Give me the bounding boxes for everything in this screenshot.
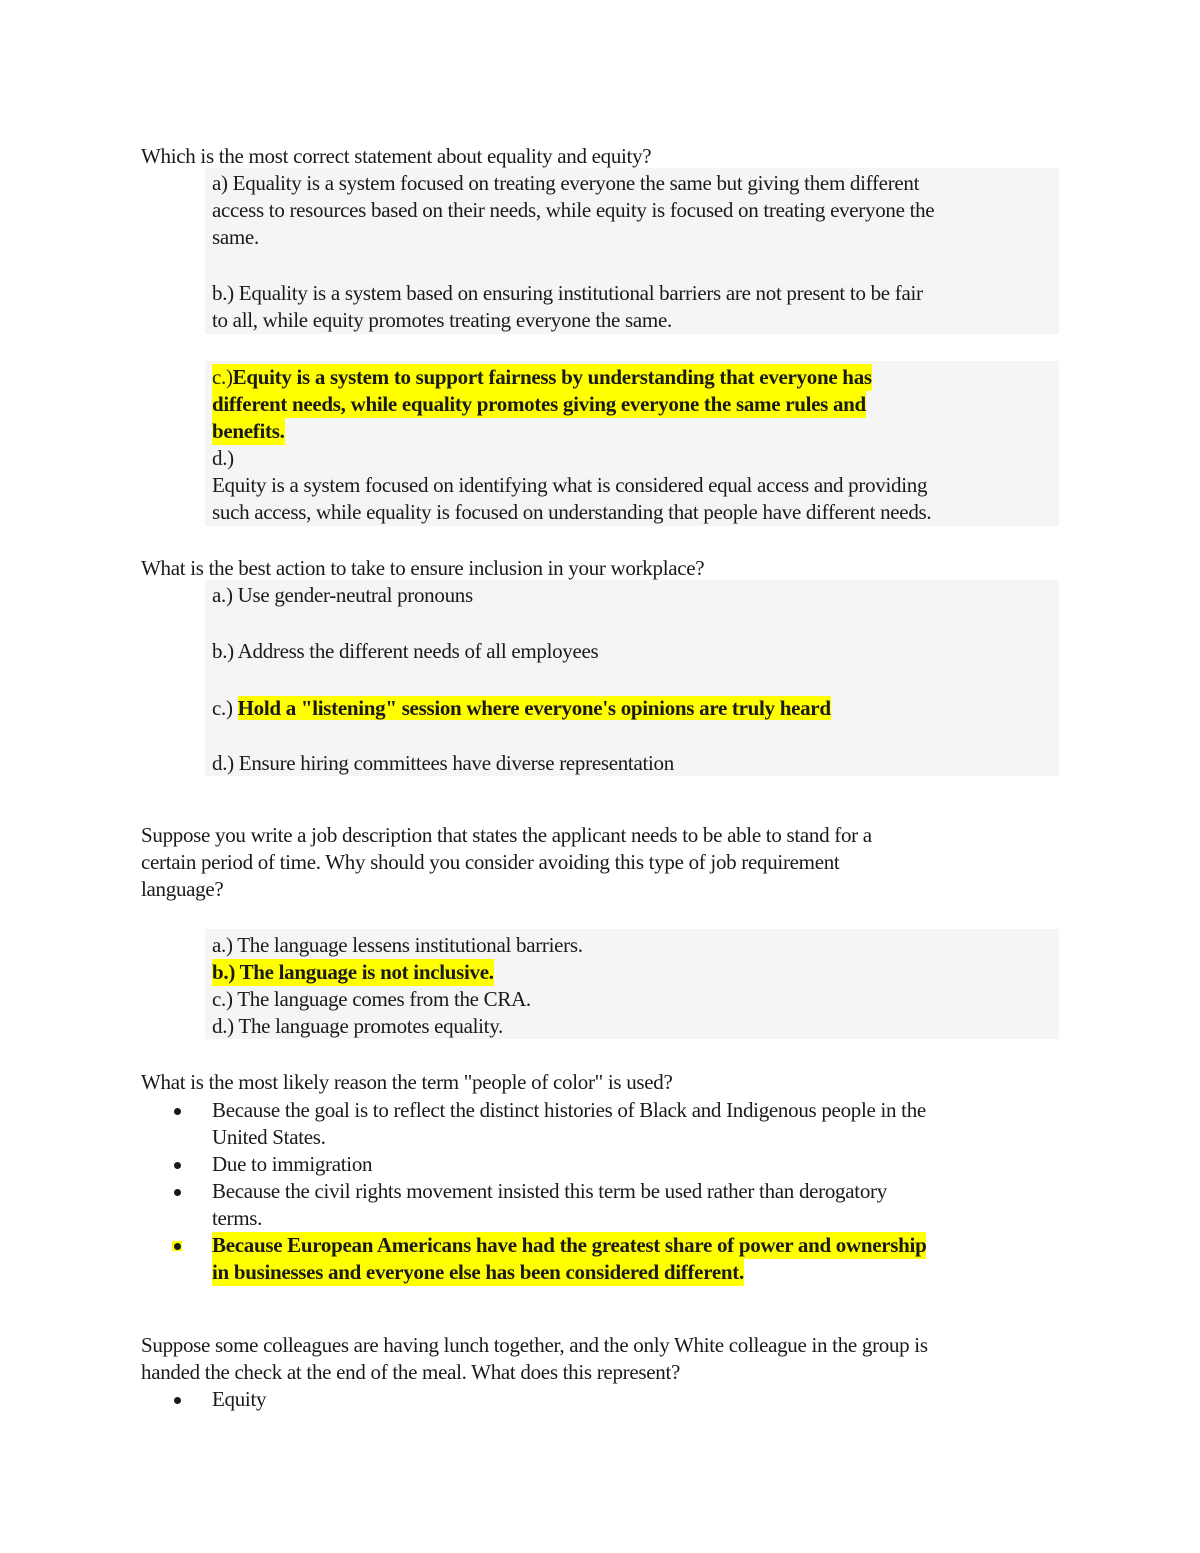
q4-option-4-line2: in businesses and everyone else has been considered different. [212,1260,744,1284]
q1-option-b-line2: to all, while equity promotes treating everyone the same. [212,308,672,332]
q3-option-d: d.) The language promotes equality. [212,1014,503,1038]
q1-option-d-line2: such access, while equality is focused on understanding that people have different needs. [212,500,932,524]
q1-option-c-prefix: c.) [212,365,233,389]
q1-option-c-text: Equity is a system to support fairness by understanding that everyone has [232,365,872,389]
question-5-line2: handed the check at the end of the meal. What does this represent? [141,1360,681,1384]
q1-option-a-line3: same. [212,225,259,249]
q4-option-4-line1: Because European Americans have had the greatest share of power and ownership [212,1233,927,1257]
q1-option-c-line3: benefits. [212,419,285,443]
q1-option-b-line1: b.) Equality is a system based on ensuring institutional barriers are not present to be fair [212,281,923,305]
question-3-line1: Suppose you write a job description that states the applicant needs to be able to stand for a [141,823,872,847]
q4-option-1-line1: Because the goal is to reflect the distinct histories of Black and Indigenous people in the [212,1098,926,1122]
question-2: What is the best action to take to ensure inclusion in your workplace? [141,556,705,580]
question-3-line2: certain period of time. Why should you consider avoiding this type of job requirement [141,850,840,874]
q4-option-3-line1: Because the civil rights movement insisted this term be used rather than derogatory [212,1179,887,1203]
q2-option-b: b.) Address the different needs of all employees [212,639,599,663]
q1-option-a-line2: access to resources based on their needs, while equity is focused on treating everyone the [212,198,935,222]
q3-option-b: b.) The language is not inclusive. [212,960,494,984]
q1-option-c-line1 [212,364,872,391]
q2-option-c-prefix: c.) [212,696,233,720]
bullet-icon [172,1106,182,1116]
q4-option-1-line2: United States. [212,1125,326,1149]
question-4: What is the most likely reason the term "people of color" is used? [141,1070,673,1094]
q2-option-c-text: Hold a "listening" session where everyone's opinions are truly heard [237,696,831,720]
bullet-icon [172,1160,182,1170]
question-1: Which is the most correct statement about equality and equity? [141,144,652,168]
q2-option-d: d.) Ensure hiring committees have diverse representation [212,751,674,775]
bullet-icon [172,1241,182,1251]
q1-option-d-label: d.) [212,446,234,470]
q2-options-box [205,580,1059,776]
question-3-line3: language? [141,877,224,901]
q1-option-d-line1: Equity is a system focused on identifying what is considered equal access and providing [212,473,928,497]
question-5-line1: Suppose some colleagues are having lunch together, and the only White colleague in the group is [141,1333,928,1357]
q5-option-1: Equity [212,1387,267,1411]
q3-option-a: a.) The language lessens institutional barriers. [212,933,583,957]
q2-option-c [212,695,831,722]
q2-option-a: a.) Use gender-neutral pronouns [212,583,473,607]
bullet-icon [172,1187,182,1197]
q3-option-c: c.) The language comes from the CRA. [212,987,531,1011]
bullet-icon [172,1395,182,1405]
q4-option-3-line2: terms. [212,1206,263,1230]
q1-option-c-line2: different needs, while equality promotes giving everyone the same rules and [212,392,866,416]
q4-option-2: Due to immigration [212,1152,373,1176]
q1-option-a-line1: a) Equality is a system focused on treating everyone the same but giving them different [212,171,920,195]
